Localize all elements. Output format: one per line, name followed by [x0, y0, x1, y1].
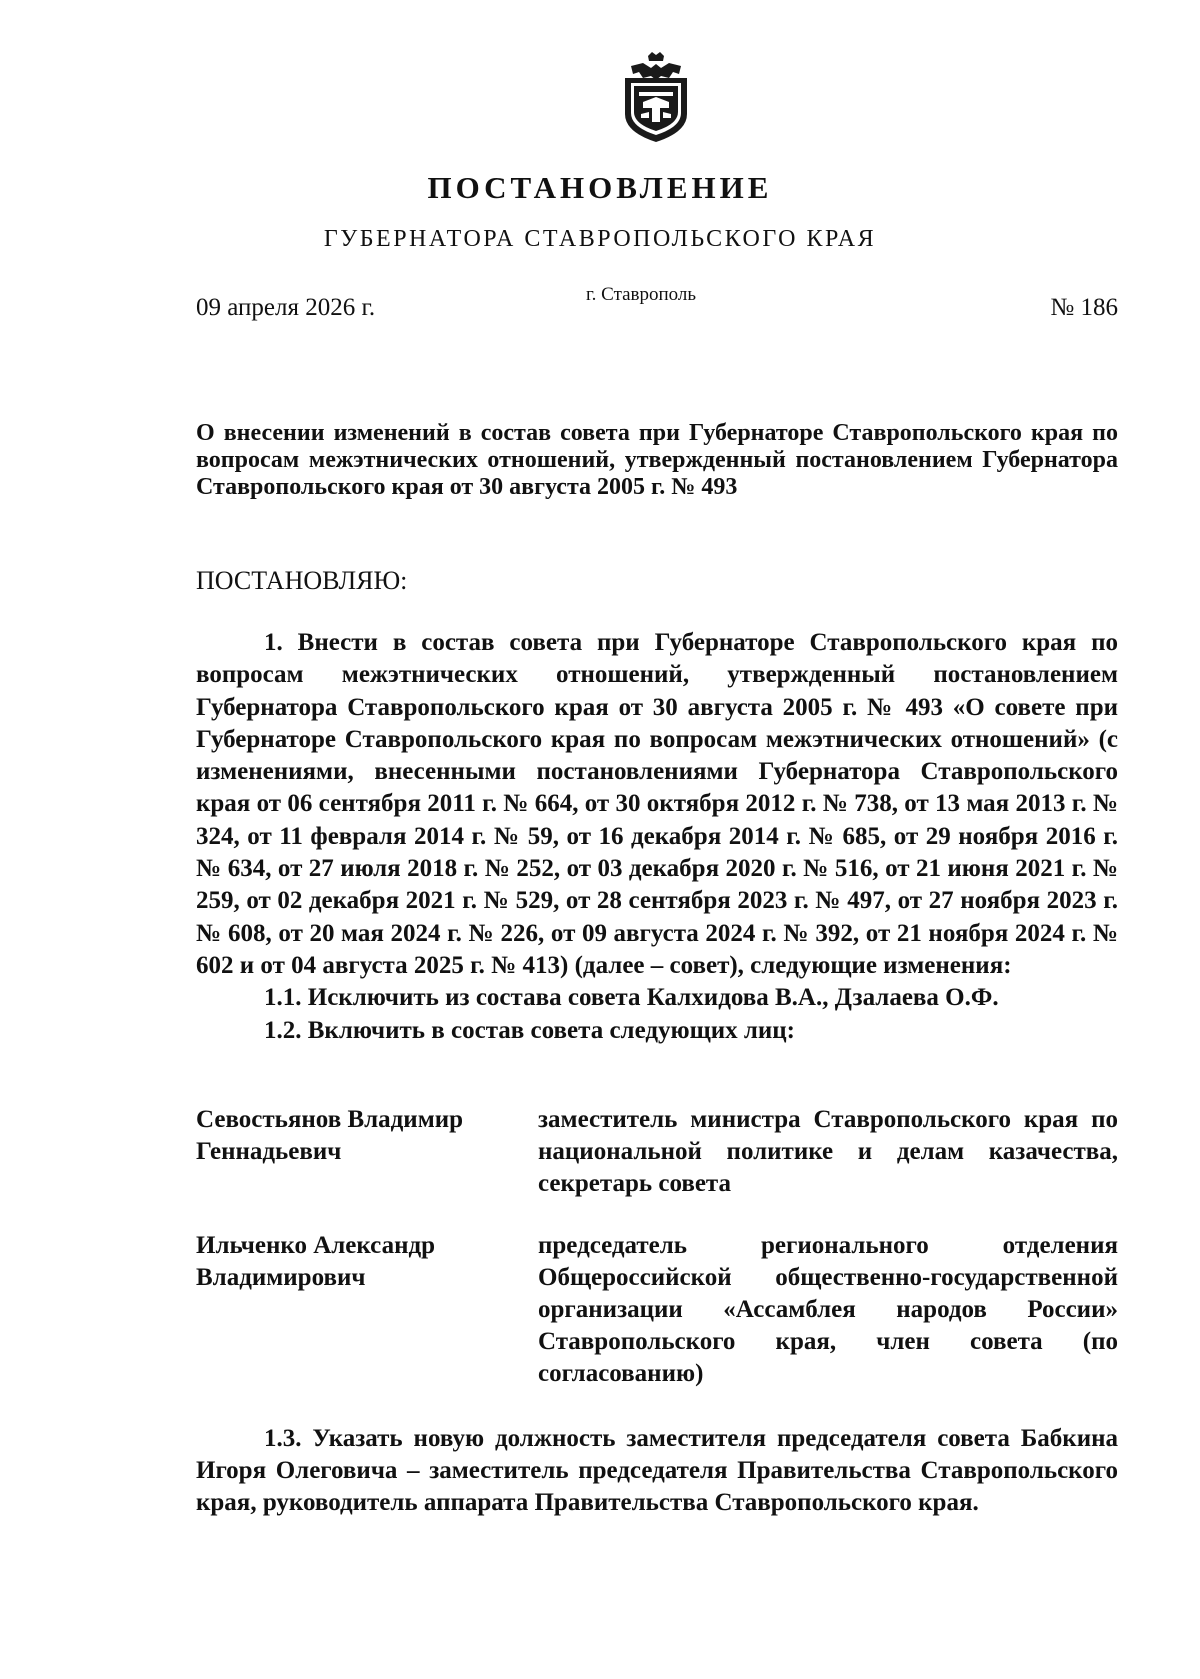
member-role: председатель регионального отделения Общероссийской общественно-государственной организации «Ассамблея народов России» Ставропольского края, член совета (по согласованию) [538, 1232, 1118, 1387]
member-row [196, 1104, 1118, 1200]
item-1-3: 1.3. Указать новую должность заместителя председателя совета Бабкина Игоря Олеговича – заместитель председателя Правительства Ставропольского края, руководитель аппарата Правительства Ставропольского края. [196, 1425, 1118, 1516]
member-name: Ильченко Александр Владимирович [196, 1232, 436, 1291]
document-title: ПОСТАНОВЛЕНИЕ [427, 170, 773, 205]
member-role: заместитель министра Ставропольского края по национальной политике и делам казачества, секретарь совета [538, 1106, 1118, 1197]
document-subtitle: ГУБЕРНАТОРА СТАВРОПОЛЬСКОГО КРАЯ [323, 226, 877, 252]
item-1-1: 1.1. Исключить из состава совета Калхидова В.А., Дзалаева О.Ф. [264, 984, 999, 1012]
document-number: № 186 [1050, 294, 1118, 321]
members-list [196, 1104, 1118, 1420]
member-row [196, 1230, 1118, 1390]
coat-of-arms-icon [621, 52, 691, 144]
item-1: 1. Внести в состав совета при Губернаторе Ставропольского края по вопросам межэтнических отношений, утвержденный постановлением Губернатора Ставропольского края от 30 августа 2005 г. № 493 «О совете при Губернаторе Ставропольского края по вопросам межэтнических отношений» (с изменениями, внесенными постановлениями Губернатора Ставропольского края от 06 сентября 2011 г. № 664, от 30 октября 2012 г. № 738, от 13 мая 2013 г. № 324, от 11 февраля 2014 г. № 59, от 16 декабря 2014 г. № 685, от 29 ноября 2016 г. № 634, от 27 июля 2018 г. № 252, от 03 декабря 2020 г. № 516, от 21 июня 2021 г. № 259, от 02 декабря 2021 г. № 529, от 28 сентября 2023 г. № 497, от 27 ноября 2023 г. № 608, от 20 мая 2024 г. № 226, от 09 августа 2024 г. № 392, от 21 ноября 2024 г. № 602 и от 04 августа 2025 г. № 413) (далее – совет), следующие изменения: [196, 629, 1118, 979]
decree-word: ПОСТАНОВЛЯЮ: [196, 566, 408, 595]
document-heading: О внесении изменений в состав совета при Губернаторе Ставропольского края по вопросам межэтнических отношений, утвержденный постановлением Губернатора Ставропольского края от 30 августа 2005 г. № 493 [196, 420, 1118, 500]
document-date: 09 апреля 2026 г. [196, 294, 376, 321]
document-city: г. Ставрополь [586, 284, 697, 305]
member-name: Севостьянов Владимир Геннадьевич [196, 1106, 464, 1165]
item-1-2: 1.2. Включить в состав совета следующих лиц: [264, 1016, 796, 1044]
document-body [196, 627, 1118, 1047]
